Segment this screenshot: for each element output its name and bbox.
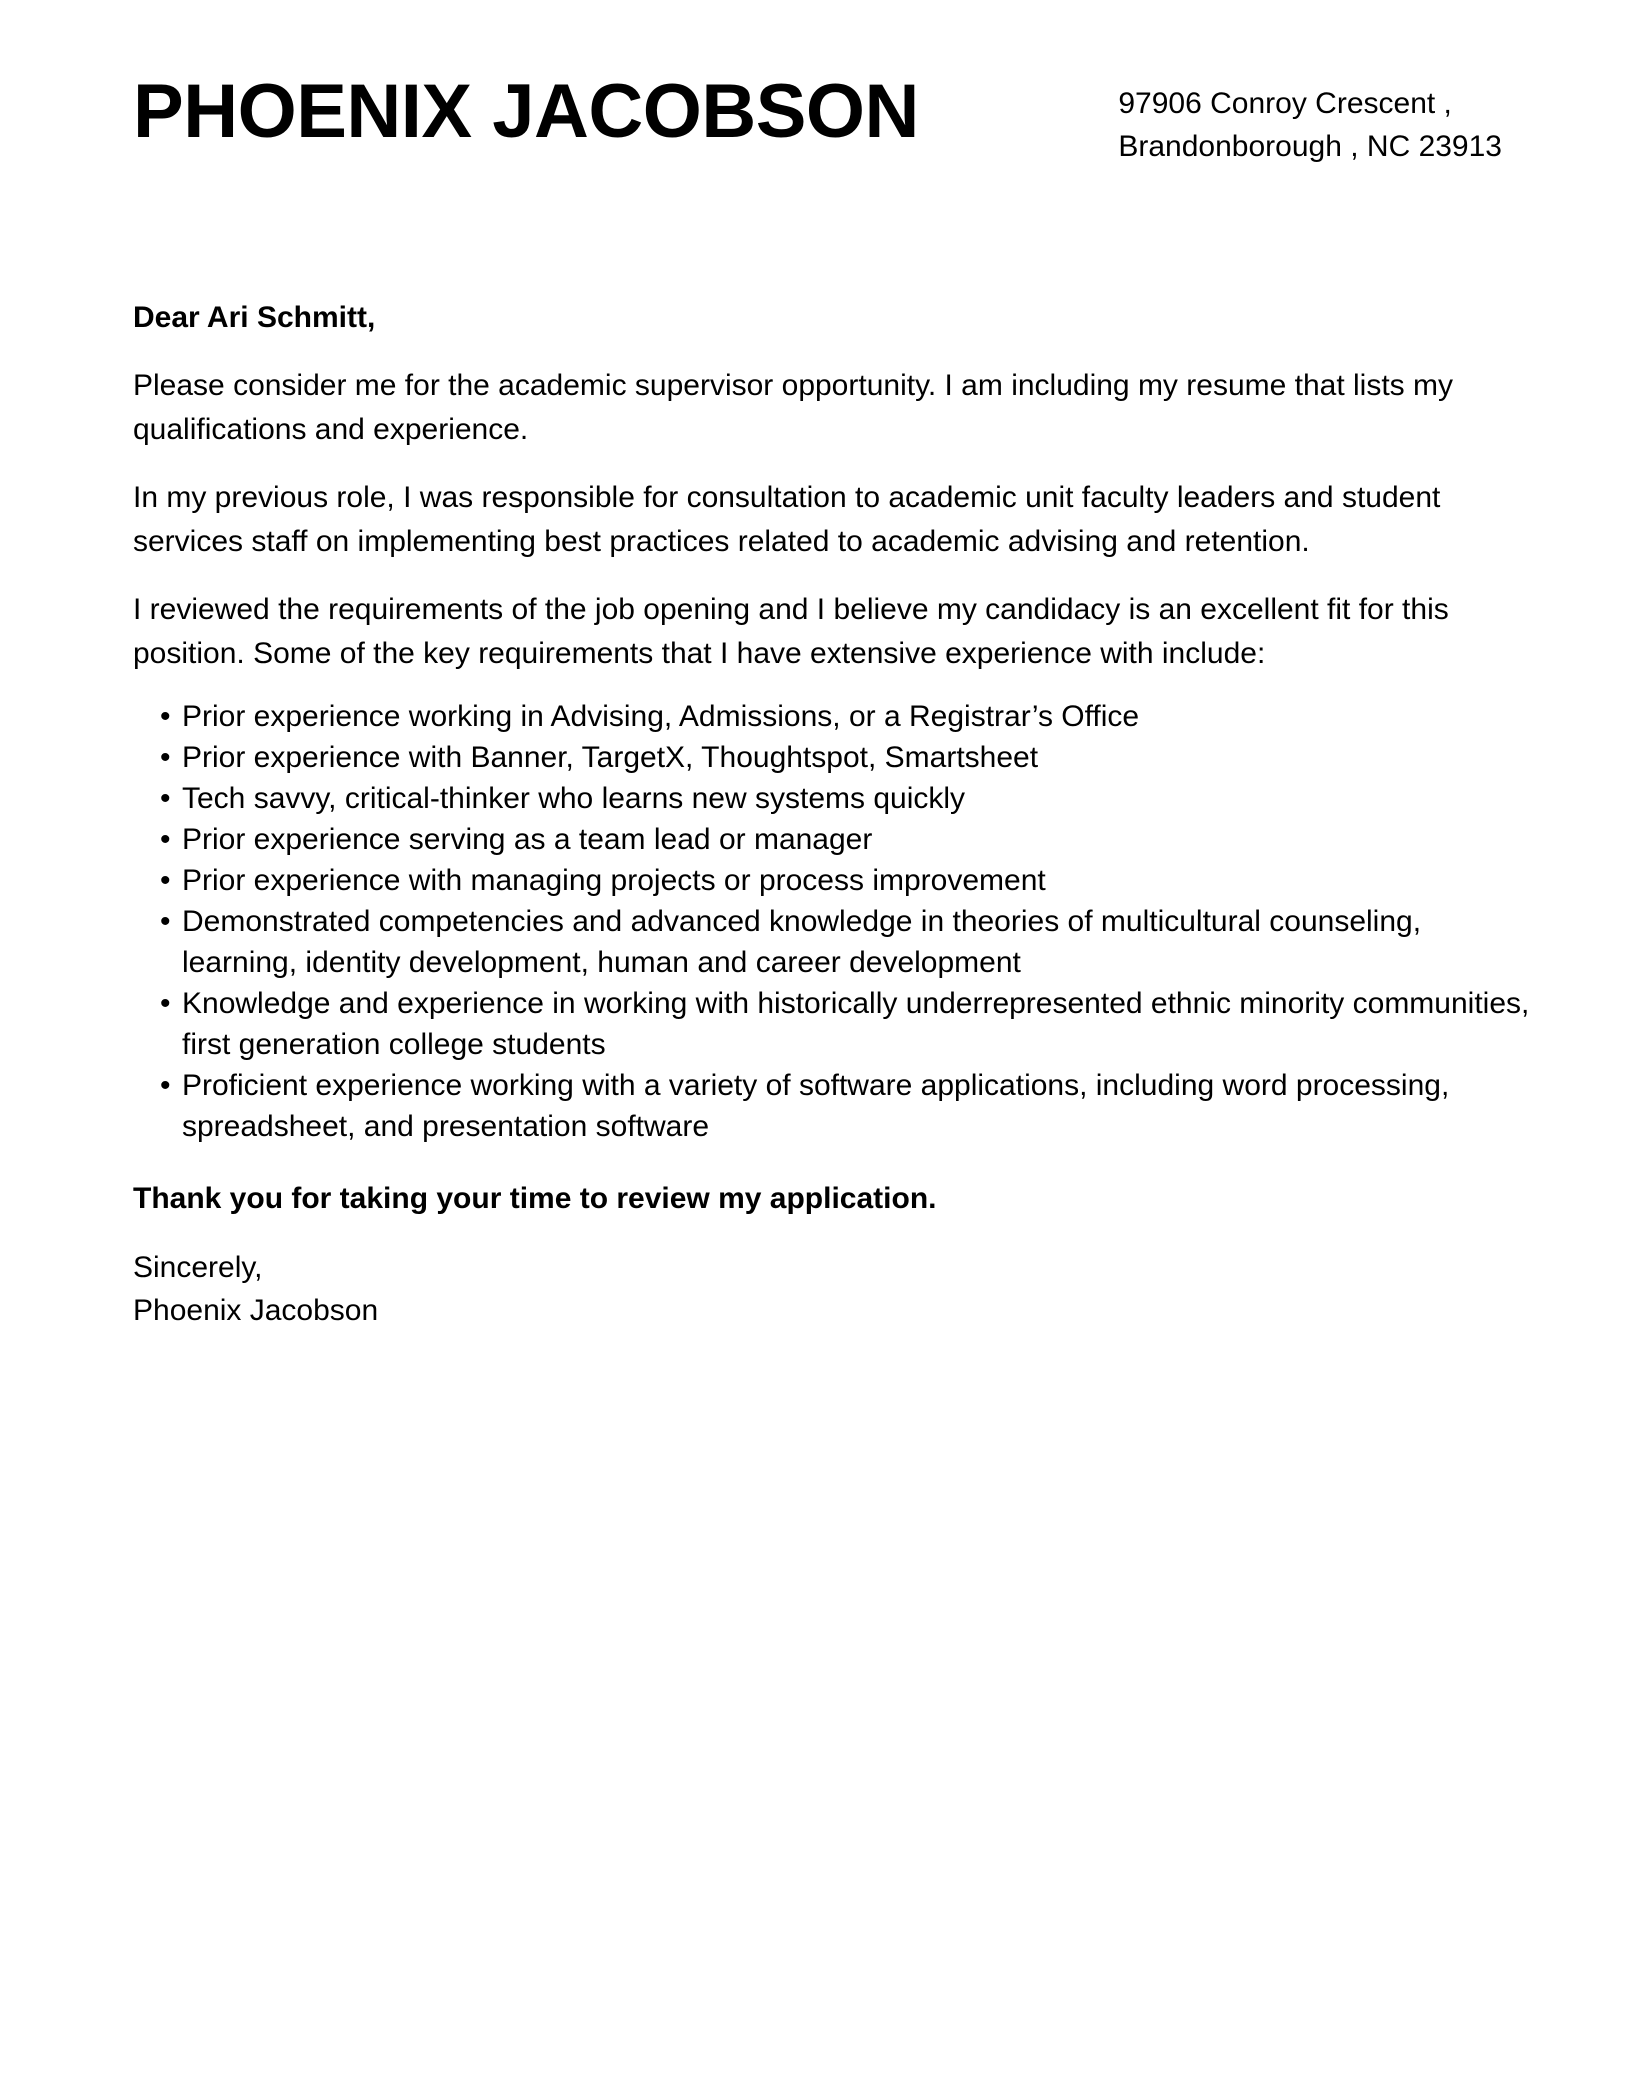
requirement-item: • Knowledge and experience in working with historically underrepresented ethnic minority communities, first generation college students [133,983,1532,1065]
requirement-item: • Prior experience with managing projects or process improvement [133,860,1532,901]
salutation: Dear Ari Schmitt, [133,301,376,334]
previous-role-paragraph: In my previous role, I was responsible for consultation to academic unit faculty leaders and student services staff on implementing best practices related to academic advising and retention. [133,481,1441,558]
signoff: Sincerely, [133,1251,263,1284]
requirement-item: • Tech savvy, critical-thinker who learns new systems quickly [133,778,1532,819]
closing-line: Thank you for taking your time to review my application. [133,1182,937,1215]
intro-paragraph: Please consider me for the academic supervisor opportunity. I am including my resume that lists my qualifications and experience. [133,369,1453,446]
requirement-item: • Prior experience working in Advising, Admissions, or a Registrar’s Office [133,696,1532,737]
requirements-intro-paragraph: I reviewed the requirements of the job opening and I believe my candidacy is an excellent fit for this position. Some of the key requirements that I have extensive experience with include: [133,593,1449,670]
applicant-address [1118,82,1502,168]
address-line-2: Brandonborough , NC 23913 [1118,130,1502,163]
requirements-list [133,696,1532,1147]
requirement-item: • Prior experience serving as a team lead or manager [133,819,1532,860]
signature-name: Phoenix Jacobson [133,1294,379,1327]
address-line-1: 97906 Conroy Crescent , [1118,87,1452,120]
signature-block [133,1246,1532,1332]
requirement-item: • Prior experience with Banner, TargetX, Thoughtspot, Smartsheet [133,737,1532,778]
applicant-name: PHOENIX JACOBSON [133,69,919,154]
letter-header [133,69,1532,168]
requirement-item: • Proficient experience working with a variety of software applications, including word processing, spreadsheet, and presentation software [133,1065,1532,1147]
requirement-item: • Demonstrated competencies and advanced knowledge in theories of multicultural counseling, learning, identity development, human and career development [133,901,1532,983]
